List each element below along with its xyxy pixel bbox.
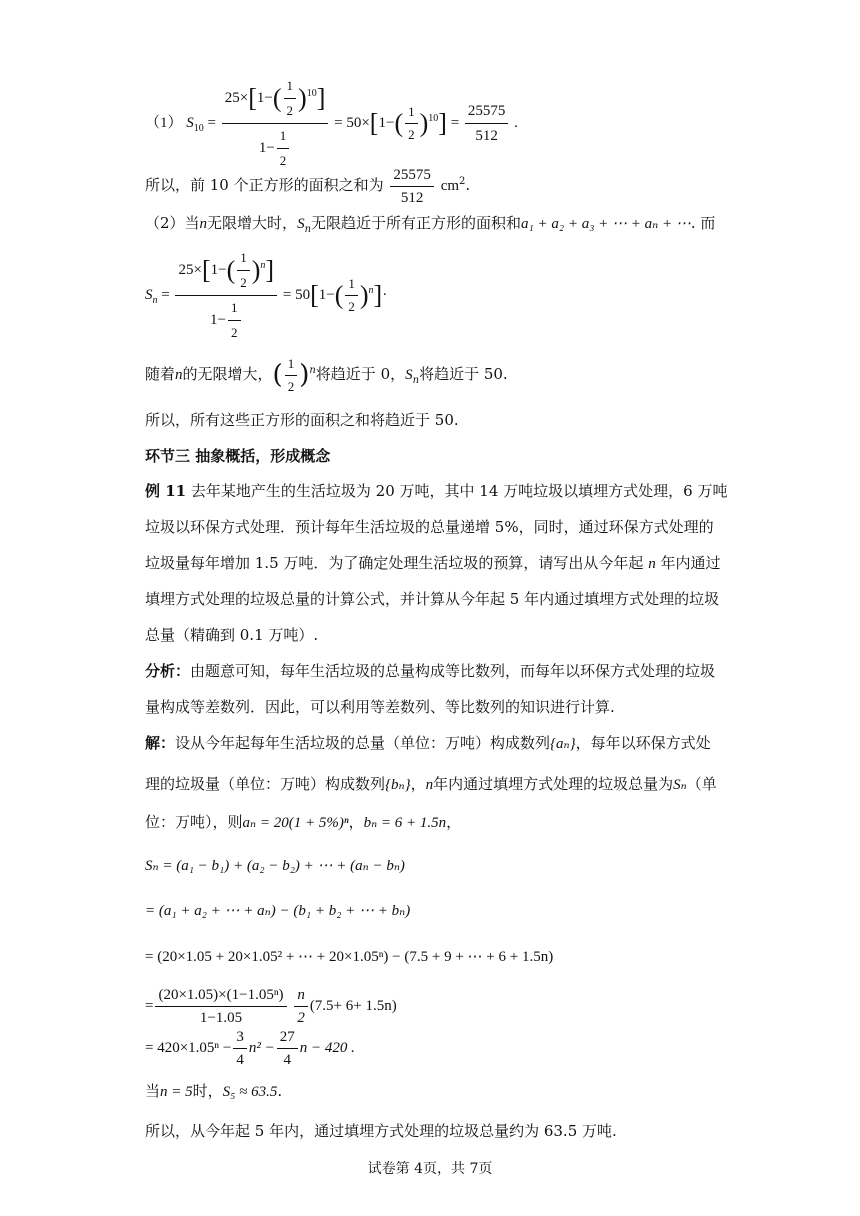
den-one-minus: 1−	[258, 139, 275, 156]
eq5-f2-den: 4	[283, 1052, 291, 1069]
example-line-1	[145, 481, 727, 501]
equals-sign-2: =	[334, 114, 343, 131]
limit-half-den: 2	[287, 378, 295, 394]
example-line-2: 垃圾以环保方式处理．预计每年生活垃圾的总量递增 5%，同时，通过环保方式处理的	[145, 518, 714, 536]
sn-half-num: 1	[237, 248, 250, 271]
example-text-1: 去年某地产生的生活垃圾为 20 万吨，其中 14 万吨垃圾以填埋方式处理，6 万吨	[190, 482, 728, 500]
solution-text-1b: ，每年以环保方式处	[575, 734, 711, 752]
bn-formula: bₙ = 6 + 1.5n	[363, 815, 447, 831]
solution-line-3	[145, 812, 461, 833]
area-num: 25575	[390, 166, 434, 187]
part2-mid: 无限增大时，	[207, 214, 298, 232]
exponent-10: 10	[306, 87, 317, 99]
solution-line-1	[145, 733, 711, 754]
analysis-line-2: 量构成等差数列．因此，可以利用等差数列、等比数列的知识进行计算.	[145, 698, 615, 716]
equals-sign: =	[207, 114, 216, 131]
sn-numerator: 25×[1−( $\frac{1}{2}$ )$^n$]	[175, 248, 277, 296]
sn-half-den-2: 2	[348, 299, 355, 315]
analysis-text-1: 由题意可知，每年生活垃圾的总量构成等比数列，而每年以环保方式处理的垃圾	[190, 662, 716, 680]
exponent-10-2: 10	[428, 112, 439, 124]
section-title: 环节三 抽象概括，形成概念	[145, 447, 331, 465]
sn-one-minus: 1−	[210, 262, 227, 278]
sn-subscript-2: n	[152, 295, 158, 306]
area-den: 512	[400, 189, 424, 206]
eq5-f1-num: 3	[233, 1028, 247, 1049]
eq5-pre: = 420×1.05ⁿ −	[145, 1040, 232, 1056]
when-end: .	[277, 1082, 283, 1100]
solution-text-2b: ，	[410, 775, 426, 793]
eq4-denominator: 1−1.05	[199, 1010, 243, 1027]
equation-2: = (a₁ + a₂ + ⋯ + aₙ) − (b₁ + b₂ + ⋯ + bₙ)	[145, 903, 411, 919]
analysis-label: 分析：	[145, 662, 191, 680]
equation-1: Sₙ = (a₁ − b₁) + (a₂ − b₂) + ⋯ + (aₙ − bₙ)	[145, 858, 405, 874]
part2-label: （2）当	[145, 214, 200, 232]
equation-3: = (20×1.05 + 20×1.05² + ⋯ + 20×1.05ⁿ) − (7.5 + 9 + ⋯ + 6 + 1.5n)	[145, 949, 554, 965]
an-set: {aₙ}	[550, 736, 576, 752]
sn-coef-50: 50	[295, 287, 311, 303]
half-num-2: 1	[405, 103, 418, 124]
result-text: 所以，前 10 个正方形的面积之和为	[145, 176, 384, 194]
limit-sn-sub: n	[412, 375, 420, 386]
solution-line-2	[145, 774, 717, 795]
den-half-num: 1	[277, 126, 290, 149]
example-n: n	[648, 556, 656, 572]
result-fraction	[465, 101, 509, 146]
sn-half-den: 2	[240, 275, 247, 291]
result-den: 512	[475, 128, 498, 144]
equals-sn-2: =	[282, 287, 292, 303]
half-fraction	[284, 76, 297, 121]
s10-fraction	[222, 76, 329, 171]
sn-den-half-den: 2	[231, 325, 238, 341]
page-footer: 试卷第 4页，共 7页	[367, 1161, 493, 1177]
example-line-3	[145, 553, 720, 574]
coef-25: 25×	[224, 89, 249, 106]
sn-half-num-2: 1	[345, 275, 358, 296]
formula-s10: （1） $S_{10}$ = 25×[1−( $\frac{1}{2}$ )$^{10}$] 1− $\frac{1}{2}$ = 50×[1−( $\frac{1}{2}$ )$^{10}$] = $\frac{25575}{512}$ .	[145, 76, 518, 156]
analysis-line-1	[145, 661, 715, 681]
conclusion-line: 所以，从今年起 5 年内，通过填埋方式处理的垃圾总量约为 63.5 万吨.	[145, 1122, 617, 1140]
limit-half-num: 1	[285, 355, 298, 376]
part2-intro	[145, 213, 715, 240]
equation-5	[145, 1026, 355, 1070]
den-half-den: 2	[279, 153, 287, 168]
part2-tail: . 而	[690, 214, 716, 232]
half-den-2: 2	[408, 127, 415, 142]
sn-one-minus-2: 1−	[318, 287, 335, 303]
half-den: 2	[286, 103, 294, 118]
eq5-tail: n − 420 .	[299, 1040, 355, 1056]
sn-exponent-2: n	[368, 285, 374, 296]
eq5-f2-num: 27	[277, 1028, 298, 1049]
solution-text-3a: 位：万吨），则	[145, 813, 243, 831]
result-num: 25575	[465, 101, 509, 124]
sum50-line: 所以，所有这些正方形的面积之和将趋近于 50.	[145, 411, 459, 429]
n-symbol: n	[199, 216, 208, 232]
example-line-5: 总量（精确到 0.1 万吨）.	[145, 626, 319, 644]
example-text-3: 垃圾量每年增加 1.5 万吨．为了确定处理生活垃圾的预算，请写出从今年起	[145, 554, 644, 572]
sn-den-half-num: 1	[228, 298, 241, 321]
when-pre: 当	[145, 1082, 161, 1100]
solution-n: n	[425, 777, 434, 793]
sn-dot: ·	[382, 287, 388, 303]
solution-sn: Sₙ	[673, 777, 687, 793]
solution-text-2a: 理的垃圾量（单位：万吨）构成数列	[145, 775, 386, 793]
when-eq: n = 5	[160, 1084, 193, 1100]
eq4-n-den: 2	[297, 1010, 305, 1027]
example-line-4: 填埋方式处理的垃圾总量的计算公式，并计算从今年起 5 年内通过填埋方式处理的垃圾	[145, 590, 720, 608]
period: .	[514, 114, 518, 131]
limit-mid: 的无限增大，	[182, 365, 273, 383]
limit-exponent: n	[309, 365, 316, 376]
eq4-n-num: n	[294, 986, 308, 1007]
equation-4: = $\frac{\text{(20×1.05)×(1−1.05ⁿ)}}{1-1.05}$ $\frac{n}{2}$ (7.5+ 6+ 1.5n)	[145, 987, 397, 1027]
when-result: S₅ ≈ 63.5	[222, 1084, 278, 1100]
s10-numerator: 25×[1−( $\frac{1}{2}$ )$^{10}$]	[222, 76, 329, 124]
unit-cm: cm	[440, 178, 460, 194]
part-label-1: （1）	[145, 114, 183, 131]
formula-sn: $S_n$ = 25×[1−( $\frac{1}{2}$ )$^n$] 1− $\frac{1}{2}$ = 50[1−( $\frac{1}{2}$ )$^n$]·	[145, 248, 387, 334]
an-formula: aₙ = 20(1 + 5%)ⁿ	[242, 815, 349, 831]
sn-symbol-2: S	[145, 287, 153, 303]
series-expression: a₁ + a₂ + a₃ + ⋯ + aₙ + ⋯	[521, 216, 691, 232]
limit-line: 随着n的无限增大，( $\frac{1}{2}$ )$^n$将趋近于 0，$S_n$将趋近于 50.	[145, 355, 508, 394]
sn-subscript: n	[304, 224, 312, 235]
eq5-mid: n² −	[248, 1040, 275, 1056]
solution-line3-end: ，	[446, 813, 462, 831]
solution-text-2d: （单	[686, 775, 717, 793]
half-num: 1	[284, 76, 297, 99]
limit-mid2: 将趋近于 0，	[315, 365, 406, 383]
limit-sn: S	[405, 367, 413, 383]
s10-symbol: S	[186, 114, 194, 131]
solution-sep: ，	[348, 813, 364, 831]
part2-text: 无限趋近于所有正方形的面积和	[311, 214, 522, 232]
when-mid: 时，	[192, 1082, 223, 1100]
s10-subscript: 10	[193, 122, 204, 134]
solution-text-2c: 年内通过填埋方式处理的垃圾总量为	[433, 775, 674, 793]
example-label: 例 11	[145, 482, 187, 500]
eq5-f1-den: 4	[236, 1052, 244, 1069]
sn-den-one-minus: 1−	[210, 312, 227, 328]
limit-end: 将趋近于 50.	[419, 365, 508, 383]
limit-n: n	[175, 367, 183, 383]
sn-coef-25: 25×	[178, 262, 202, 278]
bn-set: {bₙ}	[385, 777, 411, 793]
sn-exponent: n	[260, 260, 266, 271]
solution-label: 解：	[145, 734, 176, 752]
eq4-tail: (7.5+ 6+ 1.5n)	[309, 998, 397, 1014]
equals-sn: =	[161, 287, 170, 303]
eq4-numerator: (20×1.05)×(1−1.05ⁿ)	[155, 986, 286, 1007]
example-tail-3: 年内通过	[660, 554, 721, 572]
one-minus-2: 1−	[378, 114, 395, 131]
equals-sign-3: =	[450, 114, 460, 131]
one-minus: 1−	[256, 89, 273, 106]
sn-denominator	[175, 296, 277, 343]
result-line-1	[145, 160, 470, 204]
solution-text-1a: 设从今年起每年生活垃圾的总量（单位：万吨）构成数列	[175, 734, 551, 752]
when-line	[145, 1081, 282, 1102]
coef-50: 50×	[346, 114, 370, 131]
limit-pre: 随着	[145, 365, 176, 383]
period-2: .	[465, 176, 471, 194]
sn-symbol: S	[297, 216, 305, 232]
area-fraction	[390, 166, 434, 207]
unit-squared: 2	[459, 176, 466, 187]
sn-fraction	[175, 248, 277, 343]
